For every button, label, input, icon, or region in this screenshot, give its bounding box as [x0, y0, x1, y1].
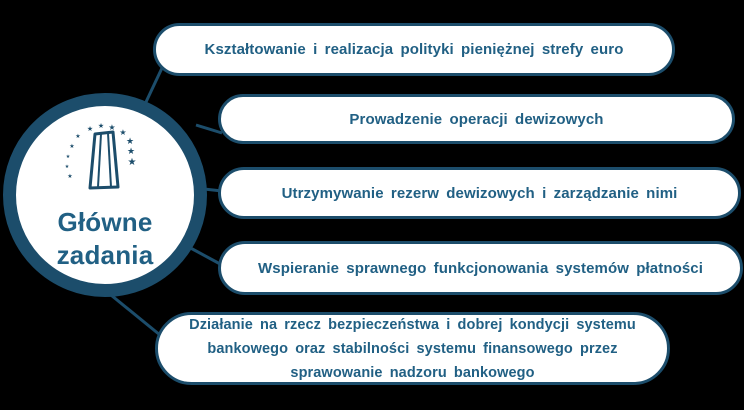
task-label: Działanie na rzecz bezpieczeństwa i dobrej kondycji systemu bankowego oraz stabilności systemu finansowego przez sprawowanie nadzoru bankowego [189, 316, 636, 381]
hub-title-line1: Główne [57, 207, 153, 237]
task-label: Wspieranie sprawnego funkcjonowania systemów płatności [258, 259, 703, 277]
task-label: Kształtowanie i realizacja polityki pieniężnej strefy euro [204, 41, 624, 58]
svg-text:★: ★ [126, 147, 136, 157]
svg-text:★: ★ [119, 128, 127, 137]
svg-text:★: ★ [69, 143, 75, 150]
hub-circle [3, 93, 207, 297]
hub-title-line2: zadania [56, 240, 154, 270]
task-box-5 [155, 312, 670, 385]
svg-text:★: ★ [125, 137, 135, 147]
svg-text:★: ★ [75, 133, 81, 140]
connector-line [106, 291, 160, 335]
task-box-1 [153, 23, 675, 76]
svg-text:★: ★ [86, 125, 94, 133]
svg-text:★: ★ [65, 154, 71, 160]
svg-text:★: ★ [67, 173, 73, 180]
connector-line [146, 68, 162, 102]
task-box-4 [218, 241, 743, 295]
ecb-logo-icon [59, 120, 155, 196]
svg-text:★: ★ [64, 164, 70, 170]
svg-text:★: ★ [108, 123, 116, 132]
svg-text:★: ★ [127, 157, 137, 168]
task-box-2 [218, 94, 735, 144]
task-label: Utrzymywanie rezerw dewizowych i zarządzanie nimi [281, 184, 678, 202]
hub-title [16, 206, 194, 272]
task-label: Prowadzenie operacji dewizowych [349, 110, 604, 128]
task-box-3 [218, 167, 741, 219]
tower-icon [90, 132, 118, 188]
svg-text:★: ★ [97, 122, 105, 130]
